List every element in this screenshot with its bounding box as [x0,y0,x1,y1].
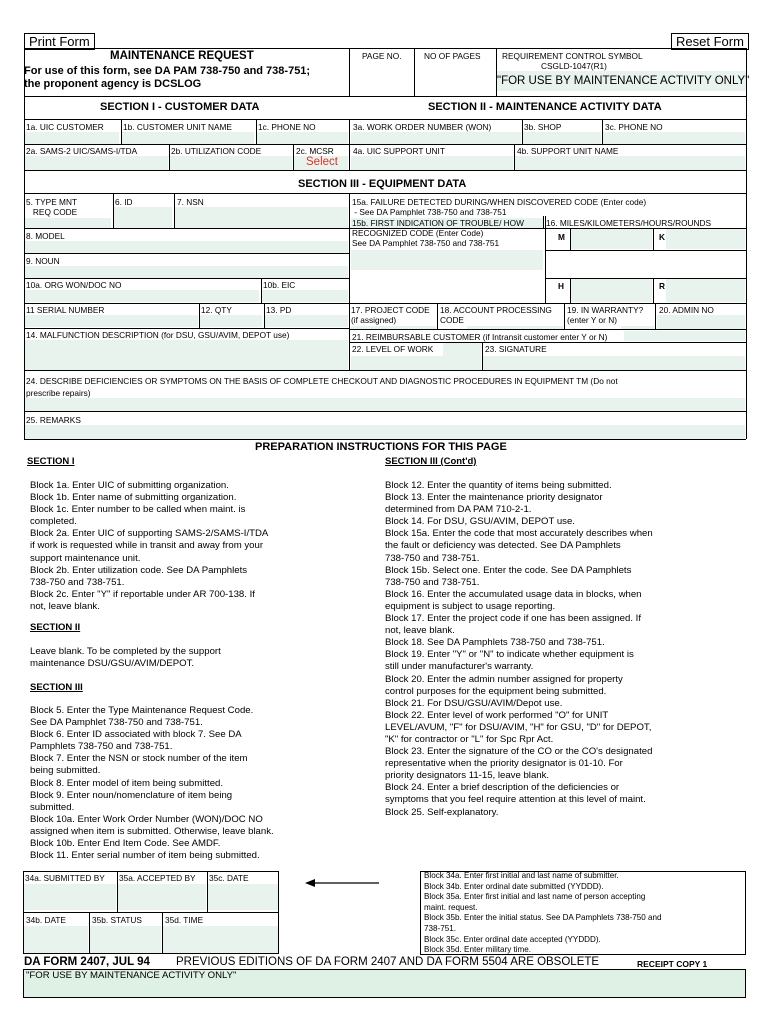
rule [545,278,746,279]
instr-section-3-heading: SECTION III [30,682,83,693]
print-form-button[interactable]: Print Form [24,33,95,50]
rule [655,303,656,329]
receipt-notes: Block 34a. Enter first initial and last name of submitter. Block 34b. Enter ordinal date submitted (YYDDD). Block 35a. Enter first initial and last name of person accepting maint. request. Block 35b. Enter the initial status. See DA Pamphlets 738-750 and 738-751. Block 35c. Enter ordinal date accepted (YYDDD). Block 35d. Enter military time. [424,871,662,955]
field-11-label: 11 SERIAL NUMBER [26,305,105,315]
field-25-label: 25. REMARKS [26,415,81,425]
rule [199,303,200,328]
rule [24,411,746,412]
nsn-input[interactable] [175,207,348,228]
field-2a-label: 2a. SAMS-2 UIC/SAMS-I/TDA [26,146,138,156]
rule [24,119,746,120]
field-13-label: 13. PD [266,305,292,315]
field-1c-label: 1c. PHONE NO [258,122,316,132]
field-8-label: 8. MODEL [26,231,65,241]
instr-section-3-cont-heading: SECTION III (Cont'd) [385,456,477,467]
rule [602,119,603,144]
rule [545,216,546,303]
instr-section-1-heading: SECTION I [27,456,75,467]
field-10b-label: 10b. EIC [263,280,296,290]
miles-k-input[interactable] [666,229,745,249]
field-20-label: 20. ADMIN NO [659,305,714,315]
rule [24,278,349,279]
field-4a-label: 4a. UIC SUPPORT UNIT [353,146,445,156]
obsolete-notice: PREVIOUS EDITIONS OF DA FORM 2407 AND DA FORM 5504 ARE OBSOLETE [176,956,600,968]
field-4b-label: 4b. SUPPORT UNIT NAME [517,146,619,156]
rule [24,96,746,97]
field-18-label: 18. ACCOUNT PROCESSING CODE [440,305,552,325]
maint-phone-input[interactable] [603,132,745,144]
reimbursable-input[interactable] [624,331,745,341]
field-1a-label: 1a. UIC CUSTOMER [26,122,104,132]
field-3c-label: 3c. PHONE NO [605,122,663,132]
rule [24,328,349,329]
field-2b-label: 2b. UTILIZATION CODE [171,146,262,156]
rule [207,871,208,912]
miles-m-label: M [558,232,565,242]
field-23-label: 23. SIGNATURE [485,344,547,354]
field-15b-label: 15b. FIRST INDICATION OF TROUBLE/ HOW RECOGNIZED CODE (Enter Code) See DA Pamphlet 738-750 and 738-751 [352,218,524,248]
level-of-work-area[interactable] [351,356,481,370]
left-arrow-icon [305,876,379,890]
model-input[interactable] [25,241,348,253]
rule [414,48,415,96]
instr-section-2-text: Leave blank. To be completed by the support maintenance DSU/GSU/AVIM/DEPOT. [30,646,221,670]
rule [564,303,565,329]
signature-input[interactable] [483,356,745,370]
customer-unit-name-input[interactable] [122,132,254,144]
rule [24,253,349,254]
field-7-label: 7. NSN [177,197,204,207]
field-2c-label: 2c. MCSR [296,146,334,156]
rule [162,912,163,954]
field-24-label: 24. DESCRIBE DEFICIENCIES OR SYMPTOMS ON THE BASIS OF COMPLETE CHECKOUT AND DIAGNOSTIC PROCEDURES IN EQUIPMENT TM (Do not prescribe repairs) [26,376,618,398]
reset-form-button[interactable]: Reset Form [671,33,749,50]
section-3-title: SECTION III - EQUIPMENT DATA [298,178,467,190]
footer-banner-text: "FOR USE BY MAINTENANCE ACTIVITY ONLY" [26,970,237,981]
rule [24,193,746,194]
serial-number-input[interactable] [25,315,198,327]
receipt-copy-label: RECEIPT COPY 1 [637,959,708,969]
shop-input[interactable] [523,132,601,144]
rule [24,144,746,145]
field-21-label: 21. REIMBURSABLE CUSTOMER (if Intransit customer enter Y or N) [352,332,608,342]
rule [24,303,349,304]
rule [261,278,262,303]
instr-section-1-text: Block 1a. Enter UIC of submitting organization. Block 1b. Enter name of submitting organization. Block 1c. Enter number to be called when maint. is completed. Block 2a. Enter UIC of supporting SAMS-2/SAMS-I/TDA if work is requested while in transit and away from your support maintenance unit. Block 2b. Enter utilization code. See DA Pamphlets 738-750 and 738-751. Block 2c. Enter "Y" if reportable under AR 700-138. If not, leave blank. [30,480,269,612]
rule [24,48,25,439]
rule [121,119,122,144]
form-id: DA FORM 2407, JUL 94 [24,956,150,968]
section-1-title: SECTION I - CUSTOMER DATA [100,101,260,113]
mcsr-select-value[interactable]: Select [306,156,338,168]
rule [653,278,654,303]
id-input[interactable] [114,207,172,228]
rule [349,228,545,229]
hours-h-input[interactable] [571,279,652,302]
eic-input[interactable] [262,290,348,302]
remarks-input[interactable] [25,425,745,439]
rule [653,228,654,250]
rule [496,48,497,96]
rule [545,250,746,251]
rule [349,303,746,304]
field-5-label: 5. TYPE MNT REQ CODE [26,197,78,217]
rule [349,48,350,96]
field-6-label: 6. ID [115,197,133,207]
rule [437,303,438,329]
section-2-title: SECTION II - MAINTENANCE ACTIVITY DATA [428,101,662,113]
uic-support-unit-input[interactable] [351,156,513,170]
instructions-title: PREPARATION INSTRUCTIONS FOR THIS PAGE [255,441,507,453]
rounds-r-input[interactable] [666,279,745,302]
instr-section-2-heading: SECTION II [30,622,81,633]
customer-phone-input[interactable] [257,132,348,144]
rule [113,193,114,228]
no-of-pages-label: NO OF PAGES [424,51,481,61]
sams-uic-input[interactable] [25,156,168,170]
field-35b-label: 35b. STATUS [92,915,142,925]
rcs-code: CSGLD-1047(R1) [541,61,607,71]
type-mnt-input[interactable] [25,218,111,228]
hours-h-label: H [558,281,564,291]
work-order-number-input[interactable] [351,132,521,144]
field-34a-label: 34a. SUBMITTED BY [25,873,105,883]
rule [349,342,746,343]
rule [746,48,747,439]
first-indication-input[interactable] [351,250,543,270]
deficiencies-input[interactable] [25,398,745,411]
rule [514,144,515,170]
org-won-input[interactable] [25,290,259,302]
support-unit-name-input[interactable] [515,156,745,170]
form-subtitle: For use of this form, see DA PAM 738-750 and 738-751; the proponent agency is DCSLOG [24,65,311,90]
rule [24,48,746,49]
field-35c-label: 35c. DATE [209,873,249,883]
rule [24,370,746,371]
rule [543,216,544,228]
rule [349,193,350,370]
miles-k-label: K [659,232,665,242]
field-17-label: 17. PROJECT CODE (if assigned) [351,305,430,325]
rcs-label: REQUIREMENT CONTROL SYMBOL [502,51,643,61]
field-15a-label: 15a. FAILURE DETECTED DURING/WHEN DISCOVERED CODE (Enter code) - See DA Pamphlet 738-750 and 738-751 [352,197,647,217]
rule [522,119,523,144]
rule [24,228,349,229]
form-title: MAINTENANCE REQUEST [110,50,254,62]
admin-no-input[interactable] [657,315,745,329]
rule [24,439,746,440]
rule [117,871,118,912]
rule [23,912,279,913]
level-of-work-input[interactable] [443,343,481,356]
field-3b-label: 3b. SHOP [524,122,562,132]
field-19-label: 19. IN WARRANTY? (enter Y or N) [567,305,644,325]
field-10a-label: 10a. ORG WON/DOC NO [26,280,122,290]
field-35a-label: 35a. ACCEPTED BY [119,873,196,883]
uic-customer-input[interactable] [25,132,119,144]
malfunction-description-input[interactable] [25,340,348,370]
footer-banner-box [23,969,746,998]
field-9-label: 9. NOUN [26,256,60,266]
pd-input[interactable] [265,315,348,327]
rule [174,193,175,228]
rule [570,278,571,303]
rule [293,144,294,170]
rounds-r-label: R [659,281,665,291]
field-35d-label: 35d. TIME [165,915,204,925]
rule [482,342,483,370]
maintenance-only-banner: "FOR USE BY MAINTENANCE ACTIVITY ONLY" [497,71,746,91]
instr-section-3-text: Block 5. Enter the Type Maintenance Request Code. See DA Pamphlet 738-750 and 738-751. Block 6. Enter ID associated with block 7. See DA Pamphlets 738-750 and 738-751. Block 7. Enter the NSN or stock number of the item being submitted. Block 8. Enter model of item being submitted. Block 9. Enter noun/nomenclature of item being submitted. Block 10a. Enter Work Order Number (WON)/DOC NO assigned when item is submitted. Otherwise, leave blank. Block 10b. Enter End Item Code. See AMDF. Block 11. Enter serial number of item being submitted. [30,705,274,862]
miles-m-input[interactable] [571,229,652,249]
rule [256,119,257,144]
field-22-label: 22. LEVEL OF WORK [352,344,434,354]
field-16-label: 16. MILES/KILOMETERS/HOURS/ROUNDS [546,218,712,228]
noun-input[interactable] [25,266,348,278]
instr-section-3-cont-text: Block 12. Enter the quantity of items being submitted. Block 13. Enter the maintenance priority designator determined from DA PAM 710-2-1. Block 14. For DSU, GSU/AVIM, DEPOT use. Block 15a. Enter the code that most accurately describes when the fault or deficiency was detected. See DA Pamphlets 738-750 and 738-751. Block 15b. Select one. Enter the code. See DA Pamphlets 738-750 and 738-751. Block 16. Enter the accumulated usage data in blocks, when equipment is subject to usage reporting. Block 17. Enter the project code if one has been assigned. If not, leave blank. Block 18. See DA Pamphlets 738-750 and 738-751. Block 19. Enter "Y" or "N" to indicate whether equipment is still under manufacturer's warranty. Block 20. Enter the admin number assigned for property control purposes for the equipment being submitted. Block 21. For DSU/GSU/AVIM/Depot use. Block 22. Enter level of work performed "O" for UNIT LEVEL/AVUM, "F" for DSU/AVIM, "H" for GSU, "D" for DEPOT, "K" for contractor or "L" for Spc Rpr Act. Block 23. Enter the signature of the CO or the CO's designated representative when the priority designator is 01-10. For priority designators 11-15, leave blank. Block 24. Enter a brief description of the deficiencies or symptoms that you feel require attention at this level of maint. Block 25. Self-explanatory. [385,480,653,818]
rule [24,170,746,171]
qty-input[interactable] [200,315,262,327]
field-1b-label: 1b. CUSTOMER UNIT NAME [123,122,232,132]
field-12-label: 12. QTY [201,305,232,315]
rule [543,228,746,229]
field-14-label: 14. MALFUNCTION DESCRIPTION (for DSU, GSU/AVIM, DEPOT use) [26,330,290,340]
rule [89,912,90,954]
rule [570,228,571,250]
field-3a-label: 3a. WORK ORDER NUMBER (WON) [353,122,492,132]
rule [349,119,350,170]
rule [169,144,170,170]
page-no-label: PAGE NO. [362,51,402,61]
utilization-code-input[interactable] [170,156,292,170]
rule [264,303,265,328]
field-34b-label: 34b. DATE [26,915,66,925]
rule [349,329,746,330]
